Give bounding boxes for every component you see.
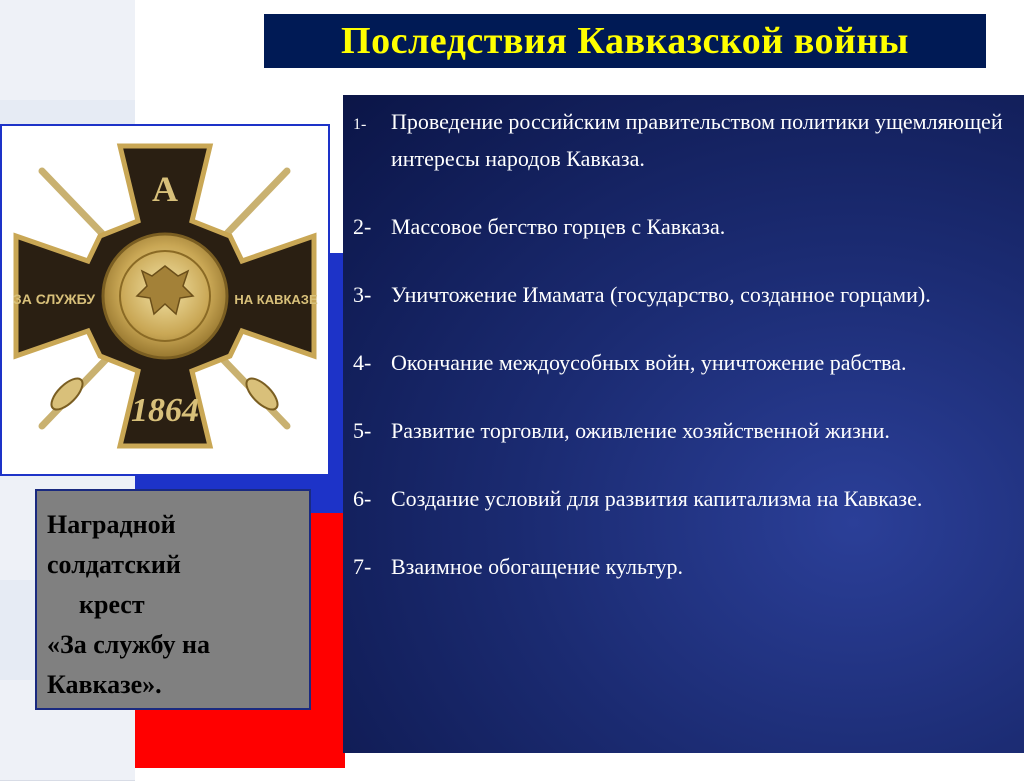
- item-text: Взаимное обогащение культур.: [391, 554, 684, 579]
- consequence-item: [353, 346, 1008, 380]
- consequences-panel: [343, 95, 1024, 753]
- item-text: Массовое бегство горцев с Кавказа.: [391, 214, 726, 239]
- cross-medal-image: [2, 126, 328, 474]
- caption-line: «За службу на: [47, 630, 211, 659]
- consequence-item: [353, 210, 1008, 244]
- item-number: 7-: [353, 554, 372, 579]
- slide-title-bar: [262, 12, 988, 70]
- item-number: 6-: [353, 486, 372, 511]
- consequence-item: [353, 105, 1008, 176]
- item-number: 2-: [353, 214, 372, 239]
- medal-left-inscription: ЗА СЛУЖБУ: [12, 291, 96, 307]
- item-text: Создание условий для развития капитализма на Кавказе.: [391, 486, 923, 511]
- consequence-item: [353, 278, 1008, 312]
- consequence-item: [353, 414, 1008, 448]
- caption-line: Наградной: [47, 510, 176, 539]
- caption-line: крест: [79, 590, 145, 619]
- item-text: Развитие торговли, оживление хозяйственной жизни.: [391, 418, 890, 443]
- caption-line: солдатский: [47, 550, 181, 579]
- medal-caption: [35, 489, 311, 710]
- item-number: 4-: [353, 350, 372, 375]
- medal-monogram: А: [152, 169, 178, 209]
- consequence-item: [353, 550, 1008, 584]
- item-text: Проведение российским правительством политики ущемляющей интересы народов Кавказа.: [391, 109, 1003, 171]
- item-text: Уничтожение Имамата (государство, созданное горцами).: [391, 282, 931, 307]
- medal-right-inscription: НА КАВКАЗЕ: [234, 292, 318, 307]
- item-text: Окончание междоусобных войн, уничтожение рабства.: [391, 350, 907, 375]
- item-number: 1-: [353, 116, 367, 133]
- caption-line: Кавказе».: [47, 670, 162, 699]
- medal-picture: [0, 124, 330, 476]
- item-number: 5-: [353, 418, 372, 443]
- slide-title: Последствия Кавказской войны: [341, 20, 909, 62]
- emblem-tile: [0, 0, 135, 101]
- consequence-item: [353, 482, 1008, 516]
- medal-year: 1864: [131, 392, 199, 429]
- item-number: 3-: [353, 282, 372, 307]
